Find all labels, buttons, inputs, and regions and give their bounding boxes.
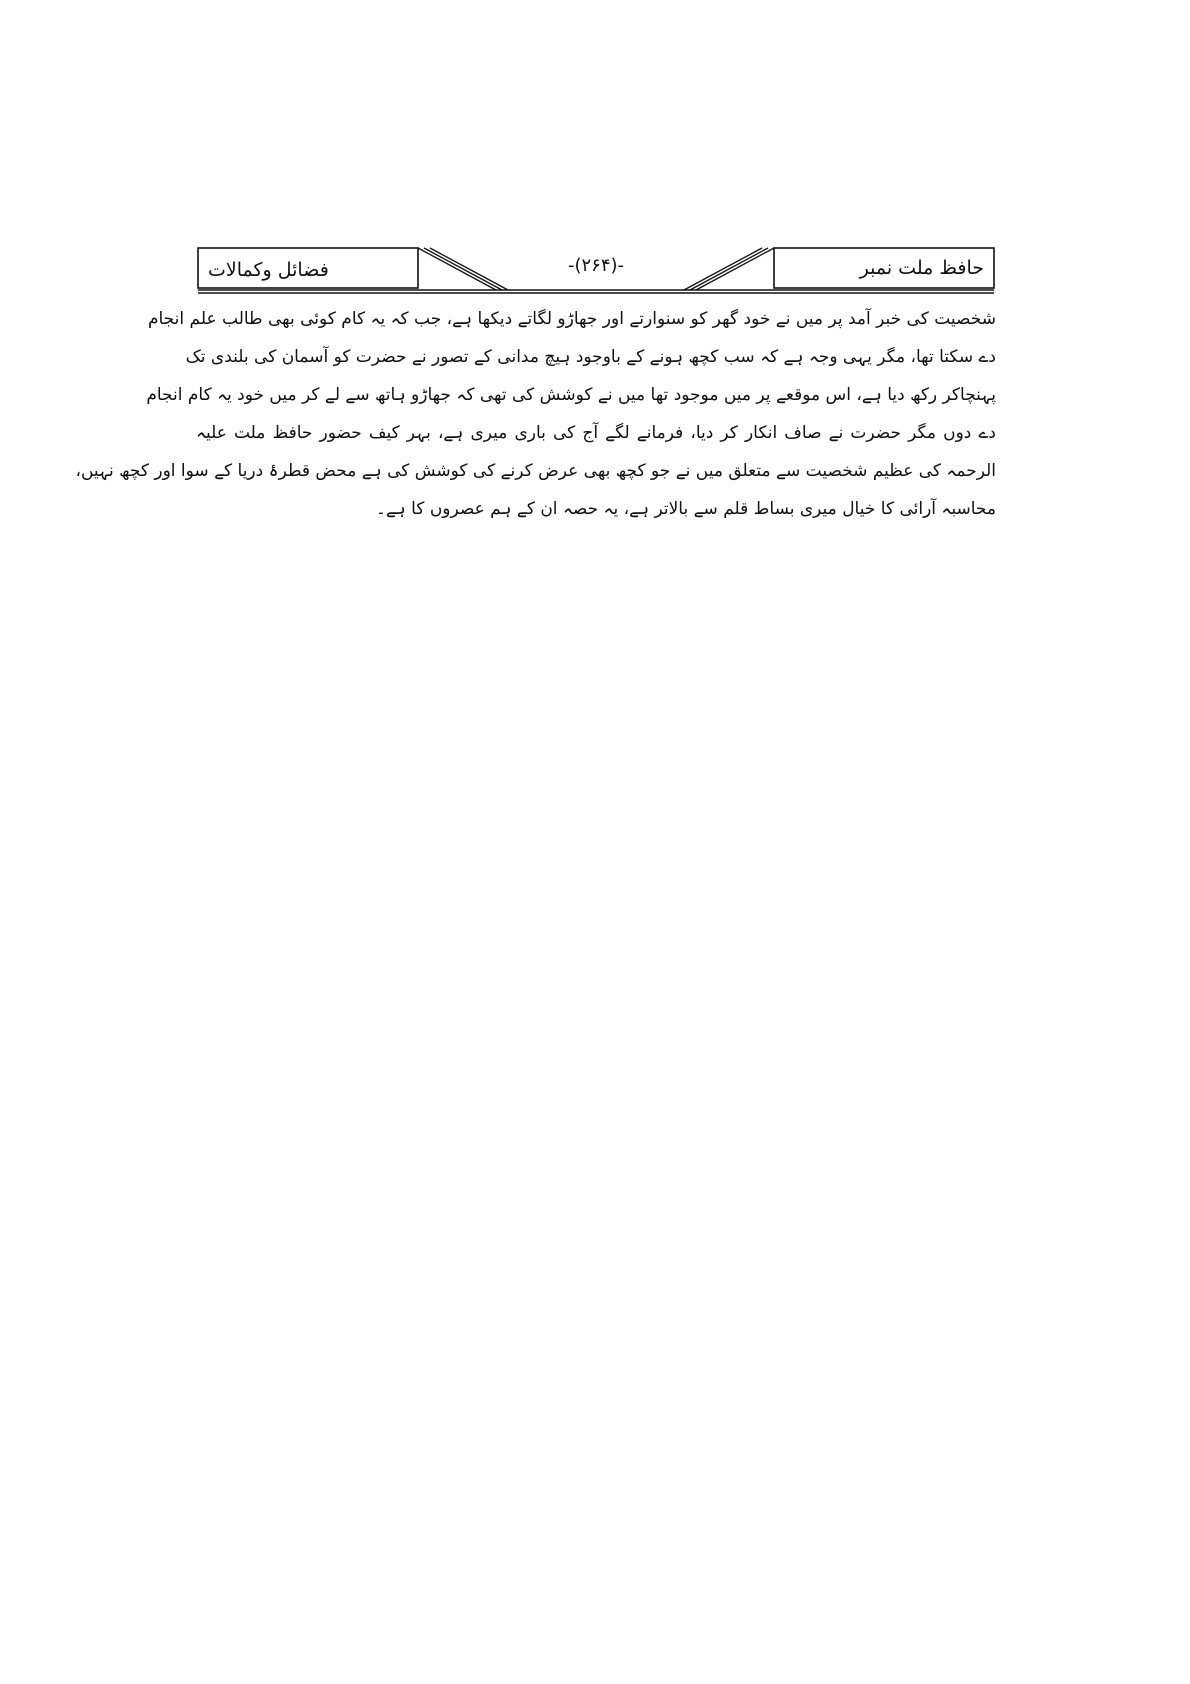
body-paragraph — [75, 300, 996, 528]
body-line: پہنچاکر رکھ دیا ہے، اس موقعے پر میں موجود تھا میں نے کوشش کی تھی کہ جھاڑو ہاتھ سے لے کر میں خود یہ کام انجام — [146, 385, 996, 405]
running-header — [196, 246, 996, 294]
body-line: دے سکتا تھا، مگر یہی وجہ ہے کہ سب کچھ ہونے کے باوجود ہیچ مدانی کے تصور نے حضرت کو آسمان کی بلندی تک — [185, 347, 996, 367]
page-number: -(۲۶۴)- — [567, 255, 625, 276]
body-line: شخصیت کی خبر آمد پر میں نے خود گھر کو سنوارتے اور جھاڑو لگاتے دیکھا ہے، جب کہ یہ کام کوئی بھی طالب علم انجام — [147, 309, 996, 329]
header-left-title: فضائل وکمالات — [208, 259, 329, 281]
body-line: دے دوں مگر حضرت نے صاف انکار کر دیا، فرمانے لگے آج کی باری میری ہے، بہر کیف حضور حافظ ملت علیہ — [196, 423, 996, 443]
header-right-title: حافظ ملت نمبر — [859, 257, 984, 279]
body-line-last: محاسبہ آرائی کا خیال میری بساط قلم سے بالاتر ہے، یہ حصہ ان کے ہم عصروں کا ہے۔ — [375, 499, 996, 519]
body-line: الرحمہ کی عظیم شخصیت سے متعلق میں نے جو کچھ بھی عرض کرنے کی کوشش کی ہے محض قطرۂ دریا کے سوا اور کچھ نہیں، — [75, 461, 996, 481]
